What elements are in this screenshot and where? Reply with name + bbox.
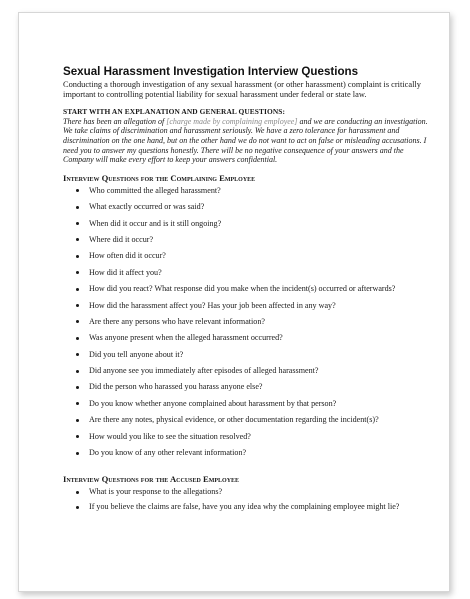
section-spacer xyxy=(63,464,431,474)
question-item: Do you know whether anyone complained about harassment by that person? xyxy=(89,399,431,409)
start-heading: START WITH AN EXPLANATION AND GENERAL QUESTIONS: xyxy=(63,106,286,116)
document-title: Sexual Harassment Investigation Interview Questions xyxy=(63,65,359,78)
explanation-lead: There has been an allegation of xyxy=(63,116,167,126)
explanation-rest: and we are conducting an investigation. We take claims of discrimination and harassment seriously. We have a zero tolerance for harassment and discrimination on the one hand, but on the other hand we do not want to act on false or misleading accusations. I need you to answer my questions honestly. There will be no negative consequence of your answers and the Company will make every effort to keep your answers confidential. xyxy=(63,116,428,165)
question-item: How would you like to see the situation resolved? xyxy=(89,432,431,442)
question-item: Where did it occur? xyxy=(89,235,431,245)
question-item: How often did it occur? xyxy=(89,251,431,261)
document-page xyxy=(18,12,450,592)
complaining-section-heading: Interview Questions for the Complaining Employee xyxy=(63,172,256,183)
question-item: Do you know of any other relevant information? xyxy=(89,448,431,458)
question-item: Did you tell anyone about it? xyxy=(89,350,431,360)
question-item: How did it affect you? xyxy=(89,268,431,278)
question-item: Who committed the alleged harassment? xyxy=(89,186,431,196)
question-item: How did you react? What response did you make when the incident(s) occurred or afterwards? xyxy=(89,284,431,294)
question-item: If you believe the claims are false, have you any idea why the complaining employee might lie? xyxy=(89,502,431,512)
question-item: Are there any persons who have relevant information? xyxy=(89,317,431,327)
question-item: What exactly occurred or was said? xyxy=(89,202,431,212)
question-item: Was anyone present when the alleged harassment occurred? xyxy=(89,333,431,343)
question-item: Did anyone see you immediately after episodes of alleged harassment? xyxy=(89,366,431,376)
question-item: Are there any notes, physical evidence, or other documentation regarding the incident(s)? xyxy=(89,415,431,425)
explanation-paragraph xyxy=(63,117,431,165)
question-item: When did it occur and is it still ongoing? xyxy=(89,219,431,229)
question-item: What is your response to the allegations? xyxy=(89,487,431,497)
accused-questions-list xyxy=(63,487,431,512)
question-item: Did the person who harassed you harass anyone else? xyxy=(89,382,431,392)
charge-placeholder: [charge made by complaining employee] xyxy=(166,116,298,126)
intro-paragraph: Conducting a thorough investigation of any sexual harassment (or other harassment) complaint is critically important to controlling potential liability for sexual harassment under federal or state law. xyxy=(63,80,421,100)
accused-section-heading: Interview Questions for the Accused Employee xyxy=(63,474,240,485)
complaining-questions-list xyxy=(63,186,431,458)
question-item: How did the harassment affect you? Has your job been affected in any way? xyxy=(89,301,431,311)
